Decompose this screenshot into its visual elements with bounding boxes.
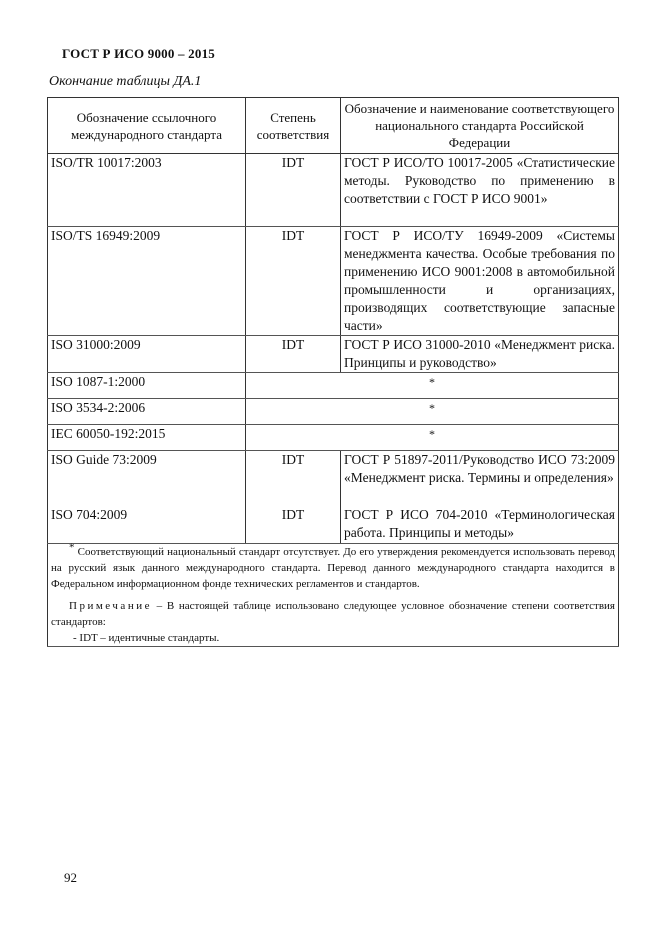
- table-row: [48, 336, 619, 373]
- ref-standard-cell: ISO/TS 16949:2009: [48, 227, 246, 336]
- column-header-degree: Степень соответствия: [246, 98, 341, 154]
- ref-standard-cell: ISO 3534-2:2006: [48, 399, 246, 425]
- column-header-national: Обозначение и наименование соответствующего национального стандарта Российской Федерации: [341, 98, 619, 154]
- table-row: [48, 227, 619, 336]
- degree-cell: IDT: [246, 154, 341, 227]
- table-caption: Окончание таблицы ДА.1: [49, 74, 202, 89]
- national-standard-cell: ГОСТ Р ИСО/ТО 10017-2005 «Статистические методы. Руководство по применению в соответствии с ГОСТ Р ИСО 9001»: [341, 154, 619, 227]
- footnote: [51, 541, 615, 592]
- column-header-ref: Обозначение ссылочного международного стандарта: [48, 98, 246, 154]
- table-note: [51, 598, 615, 630]
- no-national-standard-cell: *: [246, 373, 619, 399]
- page-number: 92: [64, 870, 77, 885]
- table-row: [48, 506, 619, 544]
- national-standard-cell: ГОСТ Р ИСО 31000-2010 «Менеджмент риска. Принципы и руководство»: [341, 336, 619, 373]
- ref-standard-cell: ISO Guide 73:2009: [48, 451, 246, 506]
- degree-cell: IDT: [246, 336, 341, 373]
- table-row: [48, 399, 619, 425]
- table-row: [48, 373, 619, 399]
- ref-standard-cell: IEC 60050-192:2015: [48, 425, 246, 451]
- ref-standard-cell: ISO/TR 10017:2003: [48, 154, 246, 227]
- ref-standard-cell: ISO 704:2009: [48, 506, 246, 544]
- degree-cell: IDT: [246, 451, 341, 506]
- no-national-standard-cell: *: [246, 399, 619, 425]
- degree-cell: IDT: [246, 506, 341, 544]
- table-row: [48, 154, 619, 227]
- national-standard-cell: ГОСТ Р ИСО 704-2010 «Терминологическая работа. Принципы и методы»: [341, 506, 619, 544]
- table-header-row: [48, 98, 619, 154]
- table-row: [48, 451, 619, 506]
- table-row: [48, 425, 619, 451]
- national-standard-cell: ГОСТ Р 51897-2011/Руководство ИСО 73:2009 «Менеджмент риска. Термины и определения»: [341, 451, 619, 506]
- note-text: – В настоящей таблице использовано следующее условное обозначение степени соответствия стандартов:: [51, 600, 615, 628]
- notes-row: [48, 544, 619, 647]
- footnote-text: Соответствующий национальный стандарт отсутствует. До его утверждения рекомендуется использовать перевод на русский язык данного международного стандарта. Перевод данного международного стандарта находится в Федеральном информационном фонде технических регламентов и стандартов.: [51, 546, 615, 590]
- degree-cell: IDT: [246, 227, 341, 336]
- document-header: ГОСТ Р ИСО 9000 – 2015: [62, 46, 215, 61]
- ref-standard-cell: ISO 1087-1:2000: [48, 373, 246, 399]
- no-national-standard-cell: *: [246, 425, 619, 451]
- notes-cell: [48, 541, 619, 647]
- note-label: Примечание: [69, 600, 152, 612]
- footnote-mark: *: [69, 541, 75, 554]
- reference-standards-table: [47, 97, 619, 647]
- national-standard-cell: ГОСТ Р ИСО/ТУ 16949-2009 «Системы менеджмента качества. Особые требования по применению ИСО 9001:2008 в автомобильной промышленности и организациях, производящих соответствующие запасные части»: [341, 227, 619, 336]
- ref-standard-cell: ISO 31000:2009: [48, 336, 246, 373]
- legend-line: - IDT – идентичные стандарты.: [73, 632, 220, 644]
